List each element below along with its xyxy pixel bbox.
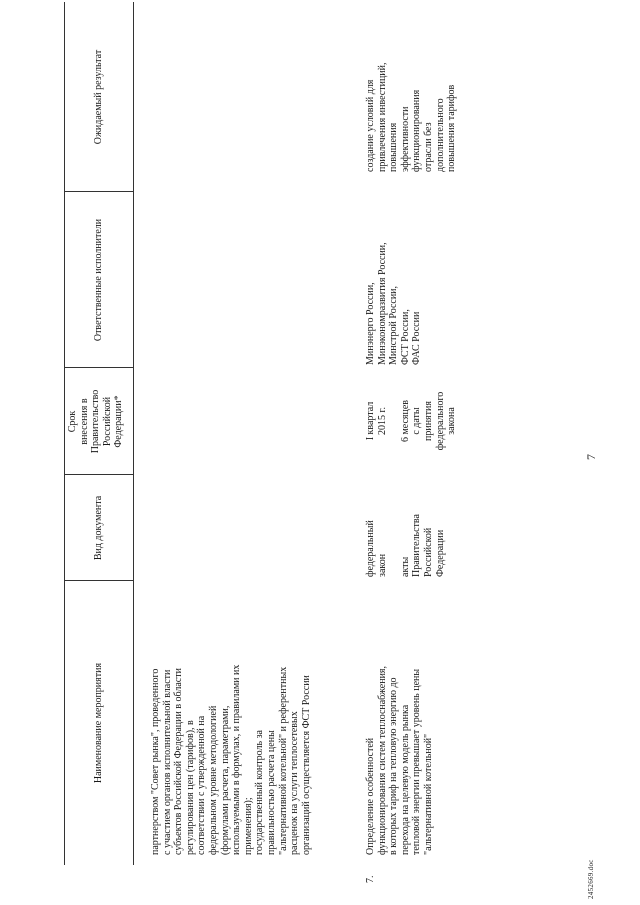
text-line: принятия xyxy=(422,401,434,441)
text-line: ФСТ России, xyxy=(399,309,411,365)
text-line: функционирования систем теплоснабжения, xyxy=(376,665,388,855)
text-line: 2015 г. xyxy=(376,407,388,435)
text-line: субъектов Российской Федерации в области xyxy=(173,668,185,855)
text-line: отрасли без xyxy=(422,122,434,172)
text-line: Минэкономразвития России, xyxy=(376,242,388,365)
text-line: Российской xyxy=(422,527,434,577)
text-line: используемыми в формулах, и правилами их xyxy=(231,664,243,855)
text-line: закон xyxy=(376,553,388,577)
text-line: повышения xyxy=(388,122,400,172)
header-executors: Ответственные исполнители xyxy=(93,218,104,342)
text-line: эффективности xyxy=(399,106,411,172)
text-line xyxy=(388,369,400,473)
text-line: 6 месяцев xyxy=(399,399,411,443)
text-line: Федерации xyxy=(434,529,446,577)
header-deadline-line: внесения в xyxy=(78,398,90,445)
row7-result xyxy=(365,4,458,172)
text-line: применения); xyxy=(242,797,254,855)
text-line: организаций осуществляется ФСТ России xyxy=(300,675,312,855)
text-line: с даты xyxy=(411,407,423,435)
text-line: ФАС России xyxy=(411,311,423,365)
row7-deadline xyxy=(365,369,458,473)
text-line: федеральный xyxy=(365,520,376,577)
text-line: акты xyxy=(399,556,411,577)
text-line: с участием органов исполнительной власти xyxy=(161,669,173,855)
header-result: Ожидаемый результат xyxy=(93,49,104,145)
text-line: привлечения инвестиций, xyxy=(376,62,388,172)
text-line: Минстрой России, xyxy=(388,285,400,365)
text-line: федерального xyxy=(434,391,446,451)
text-line: "альтернативной котельной" и референтных xyxy=(277,666,289,855)
text-line: Определение особенностей xyxy=(365,737,376,855)
text-line: расценок на услуги теплосетевых xyxy=(289,711,301,855)
header-activity: Наименование мероприятия xyxy=(93,662,104,784)
text-line: Правительства xyxy=(411,514,423,577)
text-line: соответствии с утвержденной на xyxy=(196,715,208,855)
text-line: закона xyxy=(446,407,458,435)
text-line: создание условий для xyxy=(365,79,376,172)
page-number: 7 xyxy=(584,454,598,460)
text-line: тепловой энергии превышает уровень цены xyxy=(411,668,423,855)
continuation-activity-text xyxy=(150,583,312,855)
header-deadline-line: Федерации* xyxy=(113,395,124,448)
row7-executors xyxy=(365,193,423,365)
text-line: I квартал xyxy=(365,401,376,441)
text-line: функционирования xyxy=(411,89,423,172)
text-line: перехода на целевую модель рынка xyxy=(399,704,411,855)
header-deadline xyxy=(67,368,125,475)
header-deadline-line: Правительство xyxy=(90,389,101,454)
text-line: (формулами расчета, параметрами, xyxy=(219,705,231,855)
text-line: партнерством "Совет рынка", проведенного xyxy=(150,668,161,855)
header-deadline-line: Российской xyxy=(101,396,113,447)
table-top-border xyxy=(64,2,65,865)
header-deadline-line: Срок xyxy=(67,410,78,433)
text-line: повышения тарифов xyxy=(446,84,458,172)
text-line: "альтернативной котельной" xyxy=(422,733,434,855)
text-line: дополнительного xyxy=(434,98,446,172)
text-line: федеральном уровне методологией xyxy=(207,705,219,855)
text-line: государственный контроль за xyxy=(254,730,266,855)
row7-activity xyxy=(365,583,435,855)
row7-doc-type xyxy=(365,477,446,577)
row-number: 7. xyxy=(365,875,376,883)
header-doc-type: Вид документа xyxy=(93,495,104,561)
text-line: правильностью расчета цены xyxy=(265,730,277,855)
table-header-bottom-border xyxy=(133,2,134,865)
footer-doc-code: 2452669.doc xyxy=(587,859,595,899)
text-line: регулирования цен (тарифов), в xyxy=(184,720,196,855)
text-line xyxy=(388,477,400,577)
text-line: в которых тариф на тепловую энергию до xyxy=(388,677,400,855)
text-line: Минэнерго России, xyxy=(365,282,376,365)
